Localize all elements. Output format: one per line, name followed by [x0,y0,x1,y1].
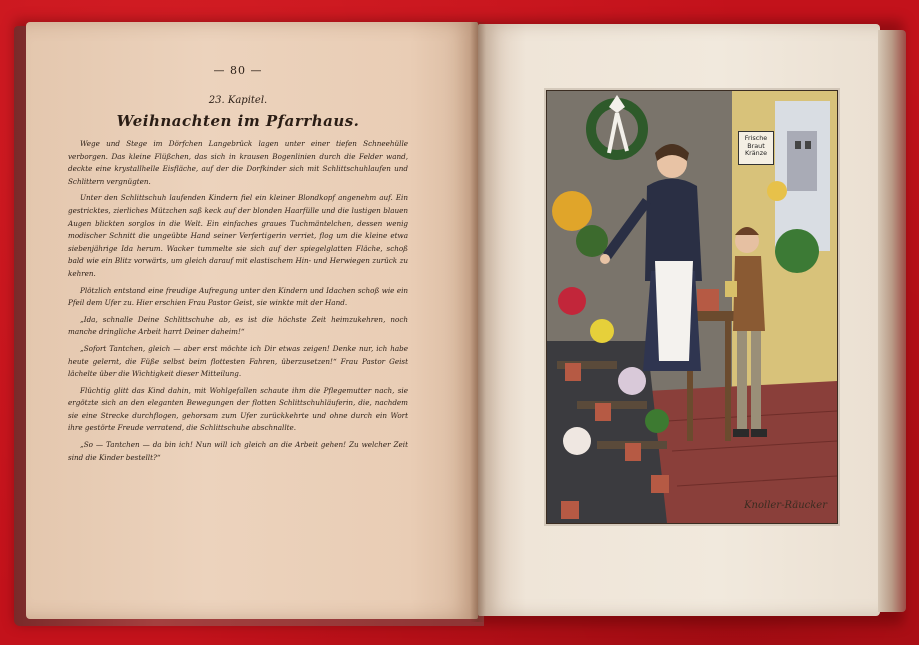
sign-line: Kränze [744,149,768,158]
right-page-edge [878,30,906,612]
color-illustration [546,90,838,524]
illustration-scene [547,91,837,523]
chapter-title: Weihnachten im Pfarrhaus. [116,112,360,130]
paragraph: Plötzlich entstand eine freudige Aufregung unter den Kindern und Idachen schoß wie ein Pfeil dem Ufer zu. Hier erschien Frau Pastor Geist, sie winkte mit der Hand. [68,285,408,308]
flower-shop-sign [738,131,774,165]
paragraph: Unter den Schlittschuh laufenden Kindern fiel ein kleiner Blondkopf angenehm auf. Ein gestricktes, zierliches Mützchen saß keck auf der blonden Haarfülle und die lustigen blauen Augen blickten sorglos in die Welt. Ein einfaches graues Tuchmäntelchen, dessen wenig modischer Schnitt die ungeübte Hand seiner Verfertigerin verriet, flog um die kleine etwa siebenjährige Ida herum. Wacker tummelte sie sich auf der spiegelglatten Fläche, schoß bald wie ein Blitz vorwärts, um gleich darauf mit elastischem Hin- und Herwiegen zurück zu kehren. [68,193,408,278]
paragraph: „Ida, schnalle Deine Schlittschuhe ab, es ist die höchste Zeit heimzukehren, noch manche dringliche Arbeit harrt Deiner daheim!“ [68,314,408,337]
book-gutter [470,22,486,622]
paragraph: Flüchtig glitt das Kind dahin, mit Wohlgefallen schaute ihm die Pflegemutter nach, sie ergötzte sich an den eleganten Bewegungen der flotten Schlittschuhläuferin, die, nachdem sie eine Strecke durchflogen, gehorsam zum Ufer zurückkehrte und ohne durch ein Wort ihre gestörte Freude verratend, die Schlittschuhe abschnallte. [68,385,408,433]
page-number: — 80 — [213,64,263,77]
sign-line: Frische [744,134,768,142]
paragraph: „So — Tantchen — da bin ich! Nun will ich gleich an die Arbeit gehen! Zu welcher Zeit sind die Kinder bestellt?“ [68,440,408,462]
sign-line: Braut [747,141,765,150]
paragraph: „Sofort Tantchen, gleich — aber erst möchte ich Dir etwas zeigen! Denke nur, ich habe heute gelernt, die Füße selbst beim flottesten Fahren, überzusetzen!“ Frau Pastor Geist lächelte über die Wichtigkeit dieser Mitteilung. [68,343,408,379]
paragraph: Wege und Stege im Dörfchen Langebrück lagen unter einer tiefen Schneehülle verborgen. Das kleine Flüßchen, das sich in krausen Bogenlinien durch die Felder wand, deckte eine krystallhelle Eisfläche, auf der die Dorfkinder sich mit Schlittschuhlaufen und Schlittern vergnügten. [68,139,408,186]
left-page-text [68,64,408,468]
artist-signature: Knoller-Räucker [744,500,827,511]
chapter-label: 23. Kapitel. [208,95,268,106]
